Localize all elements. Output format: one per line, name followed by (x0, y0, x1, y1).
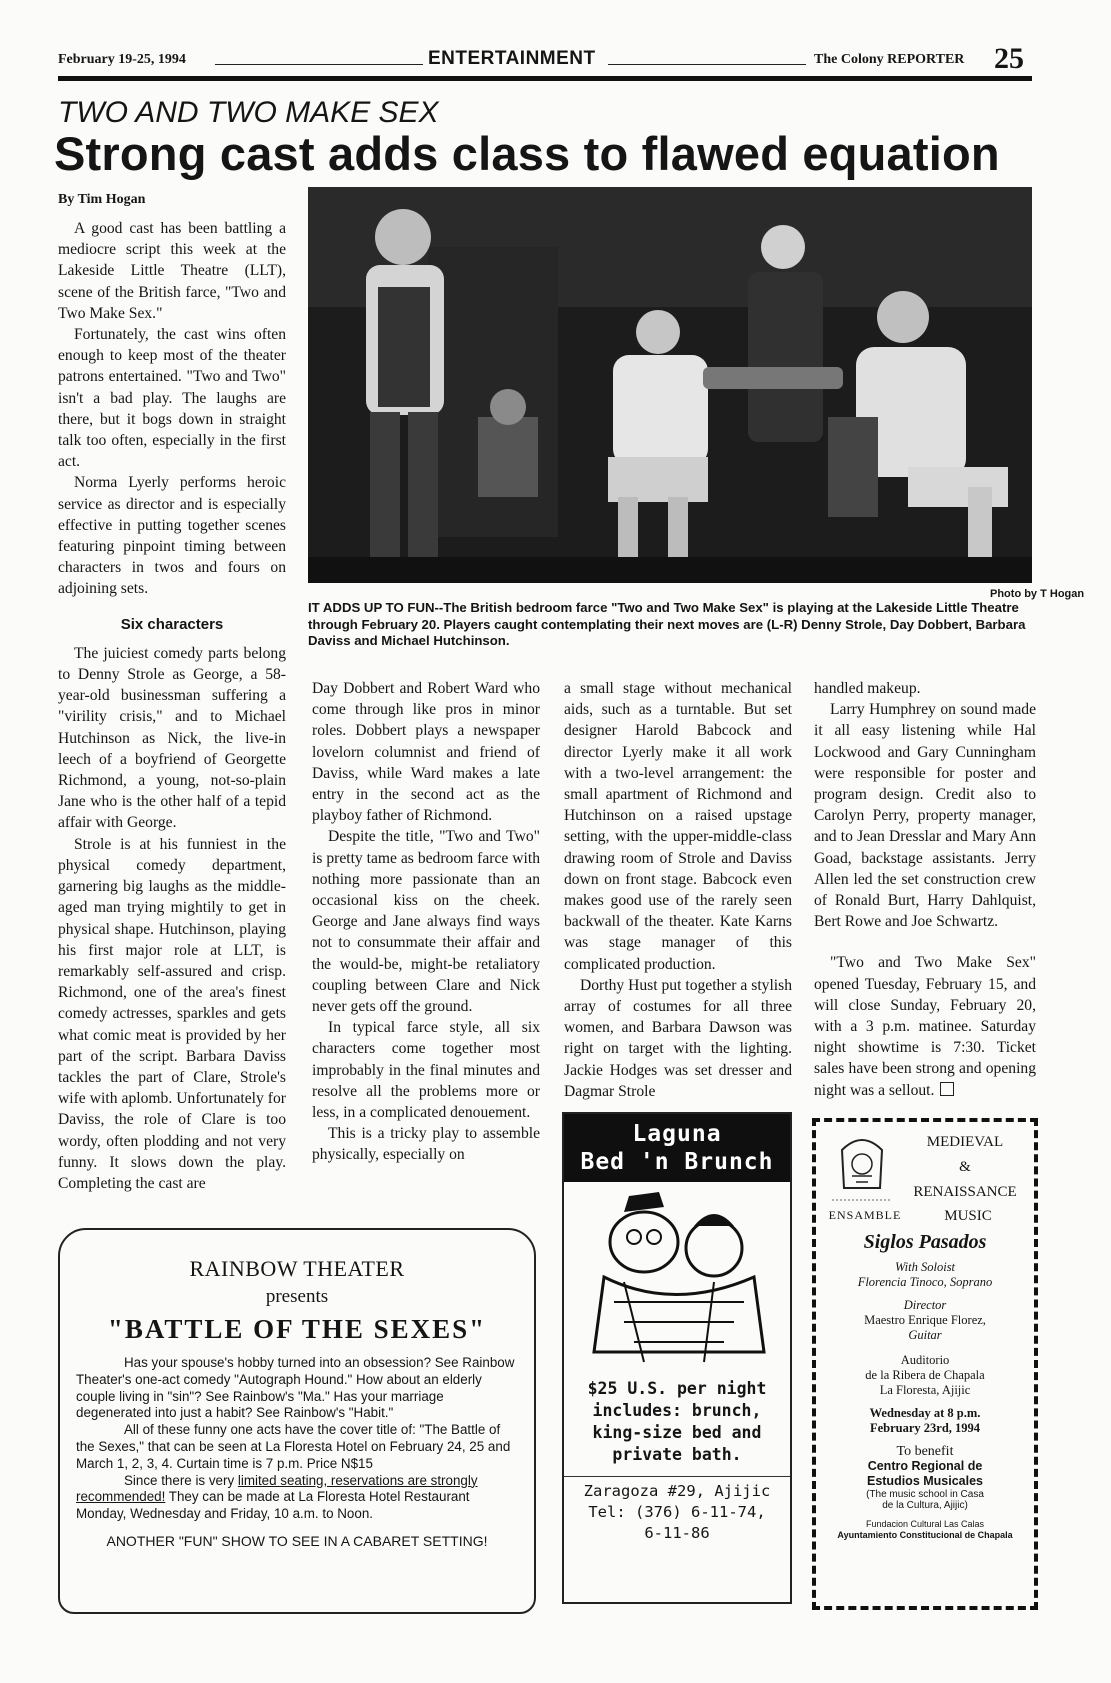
ad-heading (902, 1130, 1028, 1208)
ad-line: includes: brunch, (592, 1401, 762, 1420)
ad-line: Zaragoza #29, Ajijic (583, 1482, 771, 1500)
ad-group-name: Siglos Pasados (863, 1231, 987, 1253)
ad-line: $25 U.S. per night (587, 1379, 767, 1398)
paragraph: This is a tricky play to assemble physically, especially on (312, 1125, 540, 1164)
byline: By Tim Hogan (58, 192, 146, 207)
end-mark-icon (940, 1082, 954, 1096)
paragraph: Strole is at his funniest in the physical comedy department, garnering big laughs as the middle-aged man trying mightily to get in physical shape. Hutchinson, playing his first major role at LLT, is remarkably self-assured and crisp. Richmond, one of the area's finest comedy actresses, sparkles and gets what comic meat is provided by her part of the script. Barbara Daviss tackles the part of Clare, Strole's wife with aplomb. Unfortunately for Daviss, the role of Clare is too wordy, often plodding and not very funny. It slows down the play. Completing the cast are (58, 835, 286, 1192)
ad-line: king-size bed and (592, 1423, 762, 1442)
ad-header (816, 1122, 1034, 1208)
ad-subheading (816, 1208, 1034, 1225)
ad-line: Maestro Enrique Florez, (864, 1313, 986, 1327)
ad-line: February 23rd, 1994 (869, 1421, 981, 1435)
ad-text: They can be made at La Floresta Hotel Restaurant Monday, Wednesday and Friday, 10 a.m. to Noon. (76, 1489, 470, 1522)
paragraph: handled makeup. (814, 680, 921, 697)
ad-line: de la Ribera de Chapala (865, 1368, 985, 1382)
ad-line: Wednesday at 8 p.m. (869, 1406, 981, 1420)
ad-line: 6-11-86 (644, 1524, 710, 1542)
article-column-1 (58, 218, 286, 1194)
ad-line: Guitar (908, 1328, 942, 1342)
article-column-2 (312, 678, 540, 1166)
medieval-music-ad (812, 1118, 1038, 1610)
ad-line: & (959, 1159, 971, 1175)
ad-text: Since there is very (124, 1472, 238, 1488)
paragraph: Day Dobbert and Robert Ward who come through like pros in minor roles. Dobbert plays a newspaper lovelorn columnist and friend of Daviss, while Ward makes a late entry in the second act as the playboy father of Richmond. (312, 680, 540, 825)
ad-title: Laguna (632, 1121, 722, 1147)
photo-caption: IT ADDS UP TO FUN--The British bedroom farce "Two and Two Make Sex" is playing at the Lakeside Little Theatre through February 20. Players caught contemplating their next moves are (L-R) Denny Strole, Day Dobbert, Barbara Daviss and Michael Hutchinson. (308, 600, 1026, 648)
ad-line: With Soloist (894, 1260, 956, 1274)
ad-line: Tel: (376) 6-11-74, (588, 1503, 766, 1521)
ad-line: Ayuntamiento Constitucional de Chapala (837, 1530, 1013, 1540)
subhead: Six characters (120, 615, 224, 633)
ad-line: MEDIEVAL (926, 1134, 1004, 1150)
closing-text: "Two and Two Make Sex" opened Tuesday, February 15, and will close Sunday, February 20, with a 3 p.m. matinee. Saturday night showtime is 7:30. Ticket sales have been strong and opening night was a sellout. (814, 954, 1036, 1099)
cartoon-illustration (564, 1182, 790, 1372)
ad-emphasis: limited seating, reservations are strongly recommended! (76, 1472, 478, 1505)
ensemble-logo-icon (822, 1130, 902, 1208)
paragraph: Fortunately, the cast wins often enough to keep most of the theater patrons entertained. "Two and Two" isn't a bad play. The laughs are there, but it bogs down in straight talk too often, especially in the first act. (58, 326, 286, 471)
ad-show-title: "BATTLE OF THE SEXES" (107, 1314, 487, 1344)
ad-line: Florencia Tinoco, Soprano (857, 1275, 993, 1289)
stage-photo-image (308, 187, 1032, 583)
paragraph: The juiciest comedy parts belong to Denny Strole as George, a 58-year-old businessman suffering a "virility crisis," and to Michael Hutchinson as Nick, the live-in leech of a boyfriend of Georgette Richmond, a young, not-so-plain Jane who is the other half of a tepid affair with George. (58, 644, 286, 832)
paper-name: The Colony REPORTER (814, 52, 965, 67)
paragraph: Dorthy Hust put together a stylish array of costumes for all three women, and Barbara Dawson was right on target with the lighting. Jackie Hodges was set dresser and Dagmar Strole (564, 976, 792, 1100)
article-kicker: TWO AND TWO MAKE SEX (58, 96, 439, 129)
ad-title: RAINBOW THEATER (189, 1256, 405, 1281)
page-number: 25 (994, 42, 1024, 75)
ad-subtitle: Bed 'n Brunch (580, 1149, 774, 1175)
ad-line: Centro Regional de (867, 1459, 983, 1473)
ad-line: Estudios Musicales (866, 1474, 983, 1488)
ad-line: La Floresta, Ajijic (879, 1383, 971, 1397)
article-column-4 (814, 678, 1036, 1101)
header-divider (215, 64, 423, 65)
rainbow-theater-ad (58, 1228, 536, 1614)
section-name: ENTERTAINMENT (428, 48, 596, 69)
ad-line: ENSAMBLE (828, 1208, 902, 1222)
ad-paragraph (76, 1473, 520, 1523)
ad-line: MUSIC (944, 1208, 992, 1224)
ad-line: Fundacion Cultural Las Calas (865, 1519, 985, 1529)
paragraph: In typical farce style, all six characters come together most improbably in the final minutes and resolve all the problems more or less, in a complicated denouement. (312, 1019, 540, 1122)
ad-address (564, 1476, 790, 1544)
ad-line: (The music school in Casa (866, 1489, 984, 1500)
stage-photo (308, 187, 1032, 583)
article-column-3 (564, 678, 792, 1102)
ad-paragraph: All of these funny one acts have the cover title of: "The Battle of the Sexes," that can be seen at La Floresta Hotel on February 24, 25 and March 1, 2, 3, 4. Curtain time is 7 p.m. Price N$15 (76, 1422, 511, 1471)
photo-credit: Photo by T Hogan (990, 588, 1085, 600)
ad-line: Auditorio (900, 1353, 950, 1367)
ad-offer (564, 1378, 790, 1466)
header-rule (58, 76, 1032, 81)
paragraph (814, 952, 1036, 1100)
paragraph: a small stage without mechanical aids, such as a turntable. But set designer Harold Babcock and director Lyerly make it all work with a two-level arrangement: the small apartment of Richmond and Hutchinson on a raised upstage setting, with the upper-middle-class drawing room of Strole and Daviss down on front stage. Babcock even makes good use of the rarely seen backwall of the theater. Kate Karns was stage manager of this complicated production. (564, 680, 792, 973)
ad-header (564, 1114, 790, 1182)
paragraph: A good cast has been battling a mediocre script this week at the Lakeside Little Theatre (LLT), scene of the British farce, "Two and Two Make Sex." (58, 220, 286, 322)
paragraph: Norma Lyerly performs heroic service as director and is especially effective in putting together scenes featuring pinpoint timing between characters in twos and fours on adjoining sets. (58, 474, 286, 598)
ad-footer: ANOTHER "FUN" SHOW TO SEE IN A CABARET SETTING! (106, 1532, 488, 1549)
issue-date: February 19-25, 1994 (58, 52, 186, 67)
article-headline: Strong cast adds class to flawed equation (54, 127, 1000, 180)
ad-body (60, 1355, 534, 1523)
ad-line: Director (903, 1298, 947, 1312)
ad-line: To benefit (896, 1444, 954, 1459)
paragraph: Despite the title, "Two and Two" is pretty tame as bedroom farce with nothing more passionate than an occasional kiss on the cheek. George and Jane always find ways not to consummate their affair and the would-be, might-be retaliatory coupling between Clare and Nick never gets off the ground. (312, 828, 540, 1016)
ad-line: de la Cultura, Ajijic) (882, 1500, 968, 1511)
ad-presents: presents (265, 1286, 329, 1307)
paragraph: Larry Humphrey on sound made it all easy listening while Hal Lockwood and Gary Cunningham were responsible for poster and program design. Credit also to Carolyn Perry, property manager, and to Jean Dresslar and Mary Ann Goad, backstage assistants. Jerry Allen led the set construction crew of Ronald Burt, Harry Dahlquist, Bert Rowe and Joe Schwartz. (814, 701, 1036, 931)
ad-paragraph: Has your spouse's hobby turned into an obsession? See Rainbow Theater's one-act comedy "Autograph Hound." How about an elderly couple living in "sin"? See Rainbow's "Ma." Has your marriage degenerated into just a habit? See Rainbow's "Habit." (76, 1355, 515, 1421)
header-divider (608, 64, 806, 65)
ad-line: RENAISSANCE (913, 1184, 1017, 1200)
laguna-bed-brunch-ad (562, 1112, 792, 1604)
ad-line: private bath. (612, 1445, 742, 1464)
